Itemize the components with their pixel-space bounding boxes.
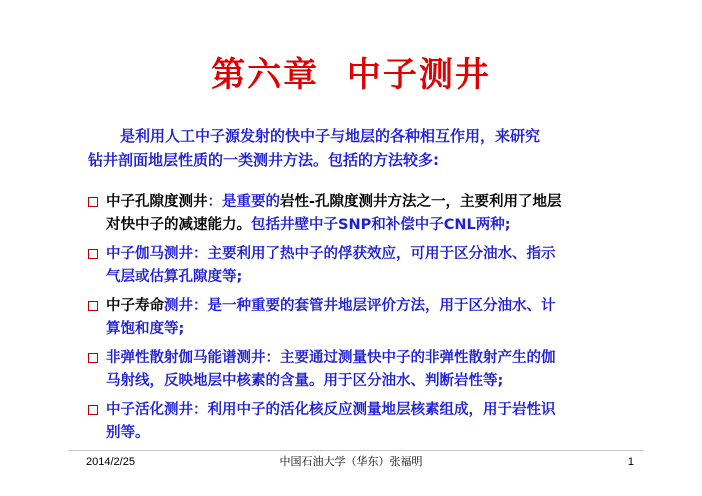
bullet-text: 岩性-孔隙度测井方法之一，主要利用了地层 [280, 194, 562, 210]
bullet-text: ：是重要的 [207, 194, 280, 210]
bullet-list [86, 191, 626, 451]
footer-page-number: 1 [627, 456, 634, 468]
bullet-line: 非弹性散射伽马能谱测井：主要通过测量快中子的非弹性散射产生的伽 [106, 350, 556, 366]
bullet-text: 对快中子的减速能力。 [106, 217, 251, 233]
bullet-box-icon [88, 405, 98, 415]
footer-date: 2014/2/25 [86, 456, 135, 468]
intro-paragraph [88, 124, 628, 172]
bullet-text: 测井：是一种重要的套管井地层评价方法，用于区分油水、计 [164, 298, 556, 314]
list-item [86, 295, 626, 341]
bullet-line [106, 295, 626, 318]
bullet-line: 中子活化测井：利用中子的活化核反应测量地层核素组成，用于岩性识 [106, 402, 556, 418]
bullet-line: 马射线，反映地层中核素的含量。用于区分油水、判断岩性等; [106, 373, 504, 389]
slide-title: 第六章 中子测井 [211, 55, 491, 95]
bullet-box-icon [88, 249, 98, 259]
bullet-line [106, 214, 626, 237]
list-item [86, 347, 626, 393]
bullet-text: 中子孔隙度测井 [106, 194, 208, 210]
bullet-line: 中子伽马测井：主要利用了热中子的俘获效应，可用于区分油水、指示 [106, 246, 556, 262]
bullet-box-icon [88, 301, 98, 311]
list-item [86, 399, 626, 445]
intro-line-1: 是利用人工中子源发射的快中子与地层的各种相互作用，来研究 [120, 127, 541, 145]
bullet-text: 包括井壁中子SNP和补偿中子CNL两种; [251, 217, 511, 233]
list-item [86, 191, 626, 237]
bullet-text: 中子寿命 [106, 298, 164, 314]
bullet-box-icon [88, 197, 98, 207]
bullet-line: 别等。 [106, 425, 150, 441]
footer-divider [68, 450, 644, 451]
list-item [86, 243, 626, 289]
intro-line-2: 钻井剖面地层性质的一类测井方法。包括的方法较多: [88, 151, 440, 169]
bullet-line: 算饱和度等; [106, 321, 185, 337]
bullet-line [106, 191, 626, 214]
bullet-box-icon [88, 353, 98, 363]
footer-author: 中国石油大学（华东）张福明 [279, 456, 423, 468]
bullet-line: 气层或估算孔隙度等; [106, 269, 243, 285]
